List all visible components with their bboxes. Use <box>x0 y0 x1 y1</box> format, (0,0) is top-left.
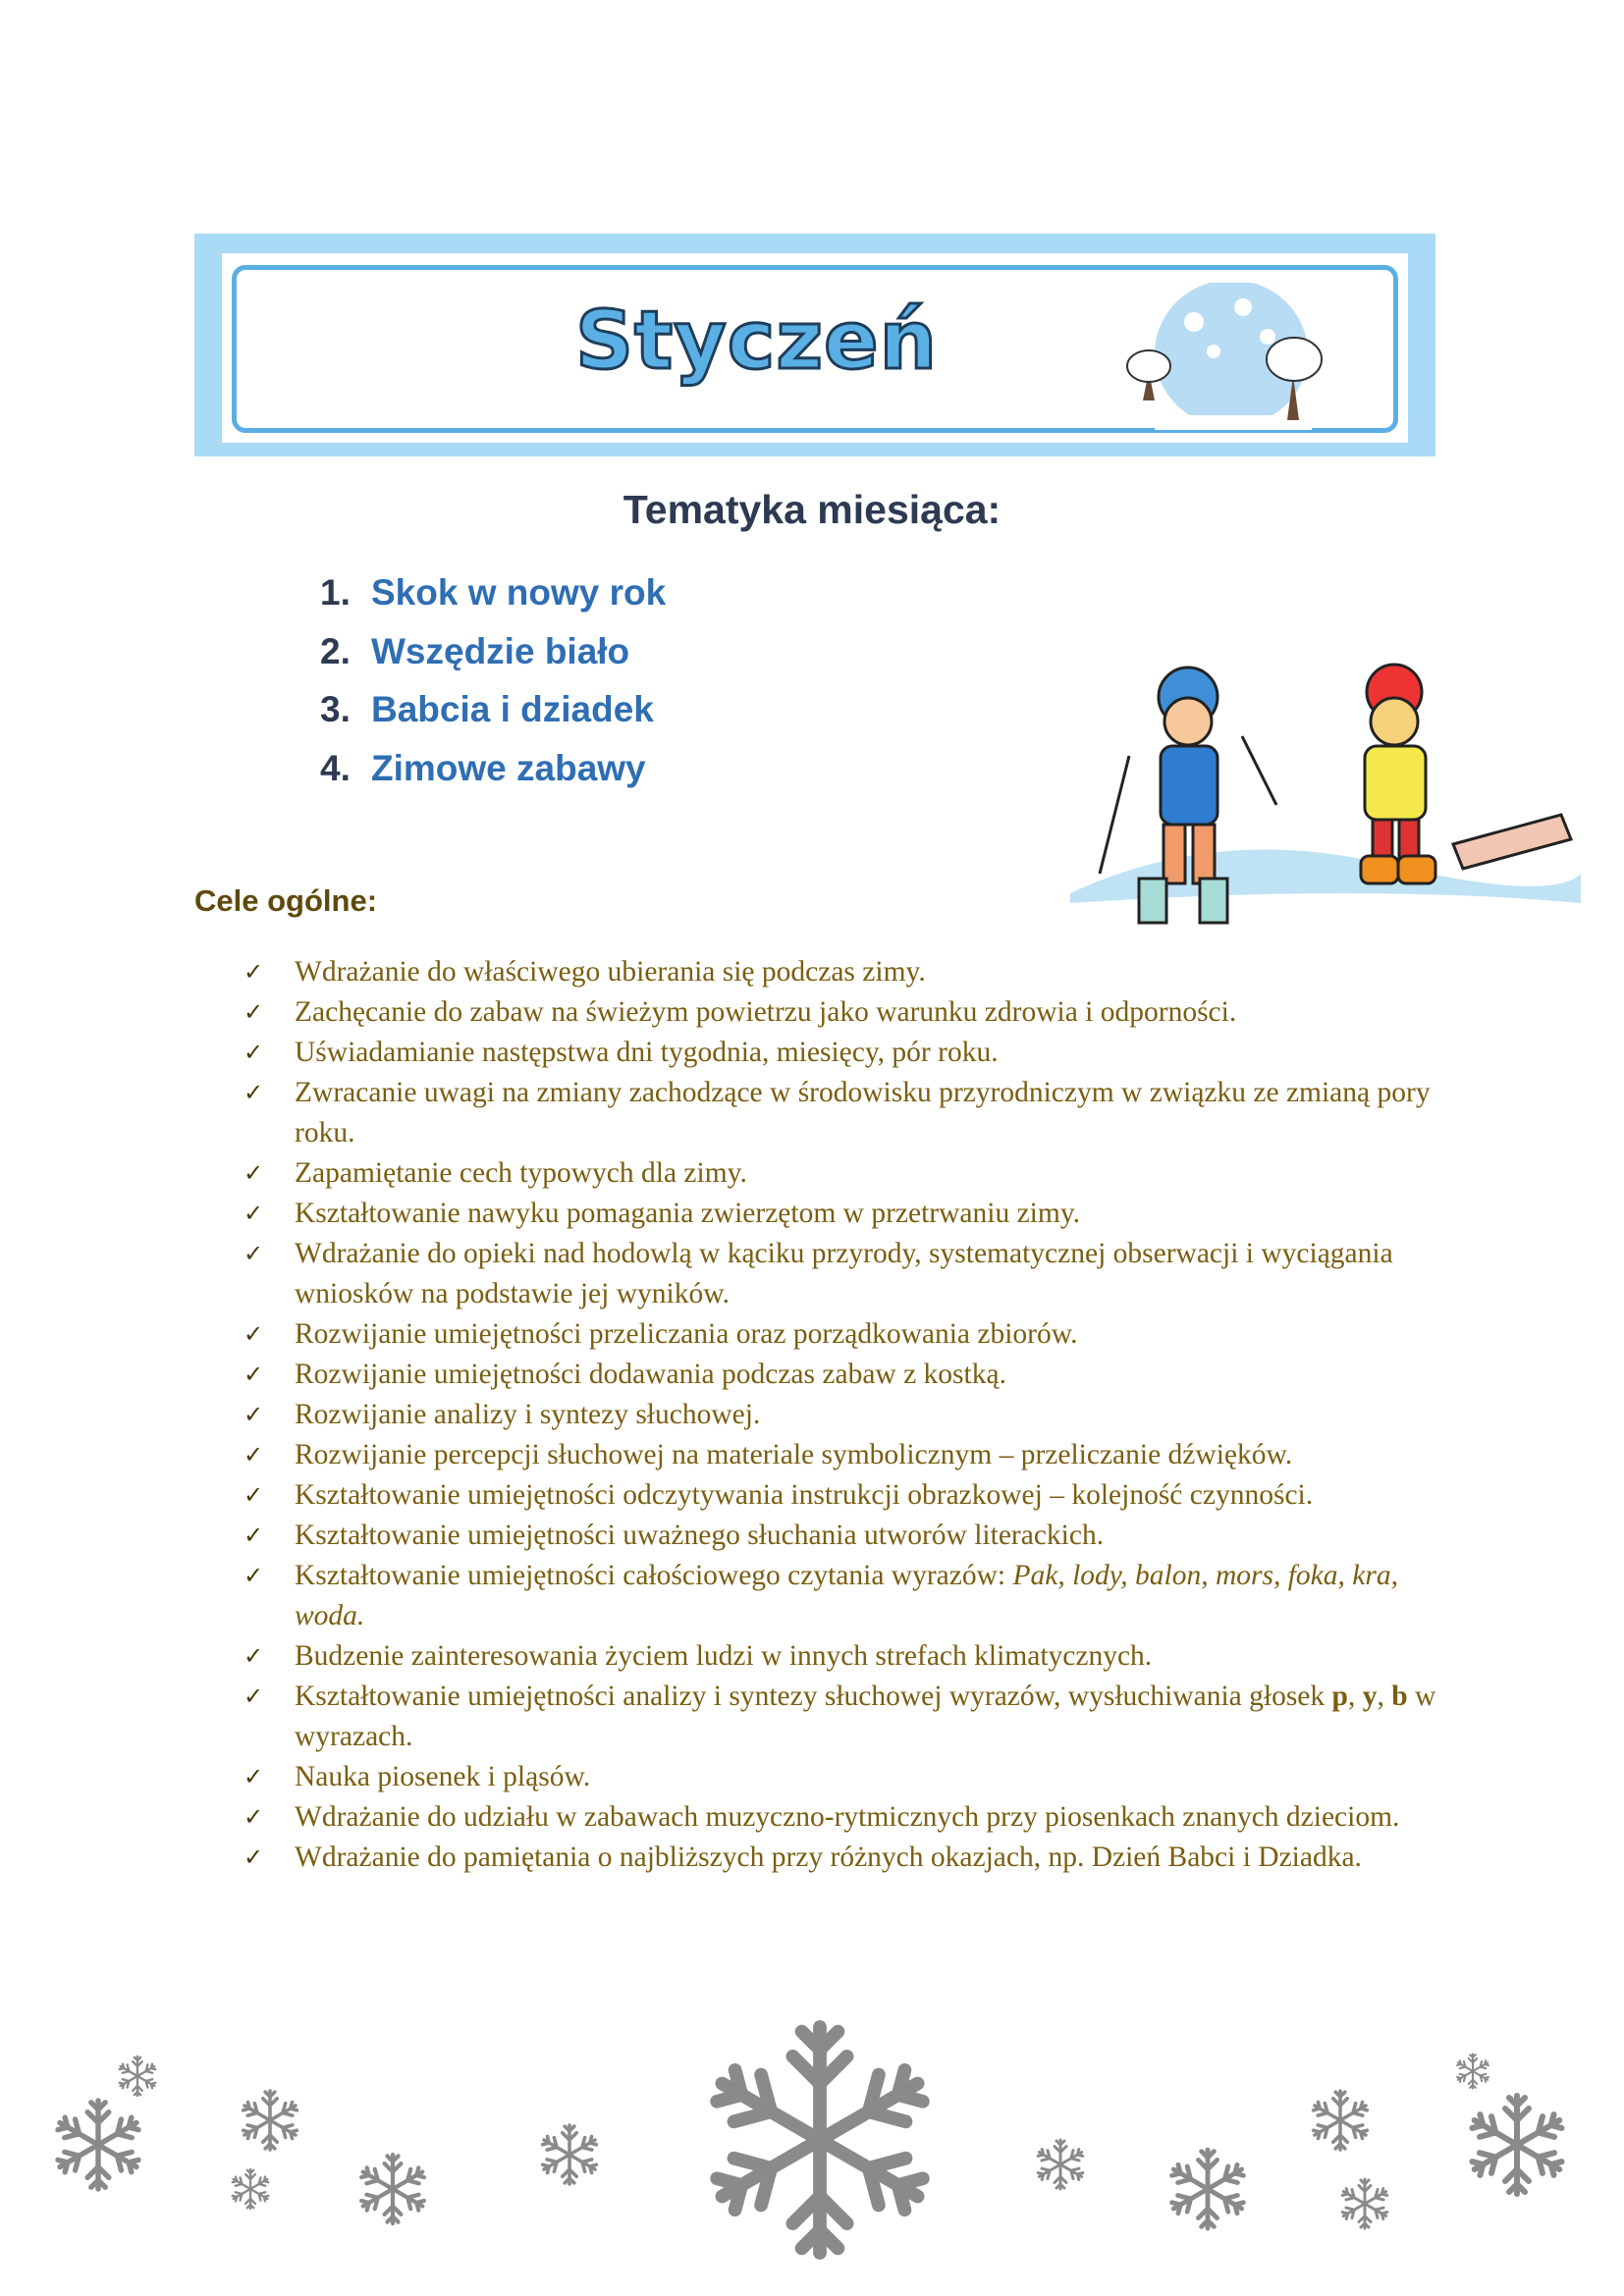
goal-text: Rozwijanie umiejętności przeliczania oraz porządkowania zbiorów. <box>295 1318 1078 1350</box>
goal-item <box>244 1838 1451 1878</box>
goal-text-end: w wyrazach. <box>295 1681 1436 1752</box>
goal-text: Zachęcanie do zabaw na świeżym powietrzu jako warunku zdrowia i odporności. <box>295 996 1237 1028</box>
goal-text: Budzenie zainteresowania życiem ludzi w innych strefach klimatycznych. <box>295 1640 1153 1672</box>
theme-number: 3. <box>320 689 351 729</box>
snowflake-icon <box>1456 2055 1490 2089</box>
snowflake-icon <box>241 2091 298 2150</box>
checkmark-icon: ✓ <box>244 1562 264 1589</box>
checkmark-icon: ✓ <box>244 1682 264 1710</box>
snowflake-icon <box>540 2125 598 2184</box>
goal-text: Kształtowanie nawyku pomagania zwierzętom w przetrwaniu zimy. <box>295 1198 1081 1229</box>
snowflake-icon <box>1340 2179 1388 2228</box>
checkmark-icon: ✓ <box>244 1642 264 1670</box>
goal-text: Rozwijanie umiejętności dodawania podczas zabaw z kostką. <box>295 1359 1006 1390</box>
checkmark-icon: ✓ <box>244 1441 264 1468</box>
checkmark-icon: ✓ <box>244 1200 264 1227</box>
goal-item <box>244 1234 1451 1314</box>
checkmark-icon: ✓ <box>244 1401 264 1428</box>
goal-text <box>295 1677 1451 1757</box>
goal-item <box>244 952 1451 992</box>
page-heading: Tematyka miesiąca: <box>623 487 1001 532</box>
checkmark-icon: ✓ <box>244 1039 264 1066</box>
letter-b: b <box>1391 1681 1408 1712</box>
goal-item <box>244 1355 1451 1395</box>
goal-item <box>244 1033 1451 1073</box>
snowflake-icon <box>118 2056 156 2096</box>
snowflake-icon <box>1169 2150 1247 2228</box>
goal-text <box>295 1556 1451 1636</box>
theme-number: 1. <box>320 572 351 613</box>
goal-item <box>244 1516 1451 1556</box>
goal-text: Rozwijanie analizy i syntezy słuchowej. <box>295 1399 761 1430</box>
goal-item <box>244 1314 1451 1355</box>
theme-number: 4. <box>320 747 351 788</box>
goal-text: Rozwijanie percepcji słuchowej na materiale symbolicznym – przeliczanie dźwięków. <box>295 1439 1293 1470</box>
separator: , <box>1377 1681 1392 1712</box>
banner-title: Styczeń <box>575 294 939 388</box>
winter-trees-illustration <box>1115 283 1341 430</box>
theme-item <box>320 689 666 748</box>
snowflake-icon <box>709 2027 932 2253</box>
letter-p: p <box>1331 1681 1348 1712</box>
goal-item <box>244 1073 1451 1153</box>
goal-item <box>244 1435 1451 1475</box>
goal-item <box>244 1757 1451 1797</box>
snowflake-icon <box>358 2155 426 2223</box>
goal-text: Kształtowanie umiejętności odczytywania instrukcji obrazkowej – kolejność czynności. <box>295 1479 1314 1511</box>
goal-text-words: Pak, lody, balon, mors, foka, kra, woda. <box>295 1560 1398 1631</box>
theme-number: 2. <box>320 630 351 671</box>
goal-text: Uświadamianie następstwa dni tygodnia, miesięcy, pór roku. <box>295 1037 999 1068</box>
goal-item <box>244 1395 1451 1435</box>
goal-text: Zwracanie uwagi na zmiany zachodzące w środowisku przyrodniczym w związku ze zmianą pory roku. <box>295 1077 1431 1148</box>
checkmark-icon: ✓ <box>244 1803 264 1831</box>
goal-text: Wdrażanie do właściwego ubierania się podczas zimy. <box>295 956 926 988</box>
goal-text: Zapamiętanie cech typowych dla zimy. <box>295 1157 747 1189</box>
checkmark-icon: ✓ <box>244 1522 264 1549</box>
goal-item <box>244 1556 1451 1636</box>
snowflake-icon <box>1311 2091 1369 2150</box>
goal-text-plain: Kształtowanie umiejętności całościowego czytania wyrazów: <box>295 1560 1013 1591</box>
theme-item <box>320 631 666 690</box>
goal-text: Nauka piosenek i pląsów. <box>295 1761 591 1792</box>
snowflake-icon <box>231 2169 269 2209</box>
snowflake-icon <box>55 2101 142 2189</box>
theme-list <box>320 572 666 806</box>
checkmark-icon: ✓ <box>244 1763 264 1790</box>
snowflake-icon <box>1036 2140 1084 2189</box>
goal-item <box>244 992 1451 1033</box>
goals-list <box>244 952 1451 1878</box>
checkmark-icon: ✓ <box>244 1159 264 1187</box>
goal-item <box>244 1194 1451 1234</box>
theme-label: Skok w nowy rok <box>371 572 667 613</box>
checkmark-icon: ✓ <box>244 1481 264 1509</box>
letter-y: y <box>1362 1681 1378 1712</box>
goal-text-plain: Kształtowanie umiejętności analizy i syntezy słuchowej wyrazów, wysłuchiwania głosek <box>295 1681 1332 1712</box>
theme-item <box>320 572 666 631</box>
goal-text: Wdrażanie do udziału w zabawach muzyczno-rytmicznych przy piosenkach znanych dzieciom. <box>295 1801 1400 1833</box>
theme-label: Babcia i dziadek <box>371 689 654 729</box>
snowflakes-decoration <box>0 1993 1624 2296</box>
checkmark-icon: ✓ <box>244 1361 264 1388</box>
theme-item <box>320 748 666 807</box>
theme-label: Wszędzie biało <box>371 630 630 671</box>
banner-inner <box>222 253 1408 443</box>
goals-heading: Cele ogólne: <box>194 883 378 918</box>
theme-label: Zimowe zabawy <box>371 747 646 788</box>
separator: , <box>1347 1681 1363 1712</box>
children-winter-illustration <box>1070 648 1581 933</box>
goal-item <box>244 1636 1451 1677</box>
goal-text: Kształtowanie umiejętności uważnego słuchania utworów literackich. <box>295 1520 1105 1551</box>
snowflake-icon <box>1469 2096 1566 2194</box>
goal-text: Wdrażanie do pamiętania o najbliższych przy różnych okazjach, np. Dzień Babci i Dziadka. <box>295 1842 1362 1873</box>
checkmark-icon: ✓ <box>244 1079 264 1106</box>
checkmark-icon: ✓ <box>244 1320 264 1348</box>
goal-item <box>244 1677 1451 1757</box>
goal-item <box>244 1797 1451 1838</box>
checkmark-icon: ✓ <box>244 1843 264 1871</box>
goal-item <box>244 1153 1451 1194</box>
goal-text: Wdrażanie do opieki nad hodowlą w kąciku przyrody, systematycznej obserwacji i wyciągania wniosków na podstawie jej wyników. <box>295 1238 1393 1309</box>
checkmark-icon: ✓ <box>244 1240 264 1267</box>
month-banner <box>194 234 1435 456</box>
goal-item <box>244 1475 1451 1516</box>
checkmark-icon: ✓ <box>244 998 264 1026</box>
checkmark-icon: ✓ <box>244 958 264 986</box>
